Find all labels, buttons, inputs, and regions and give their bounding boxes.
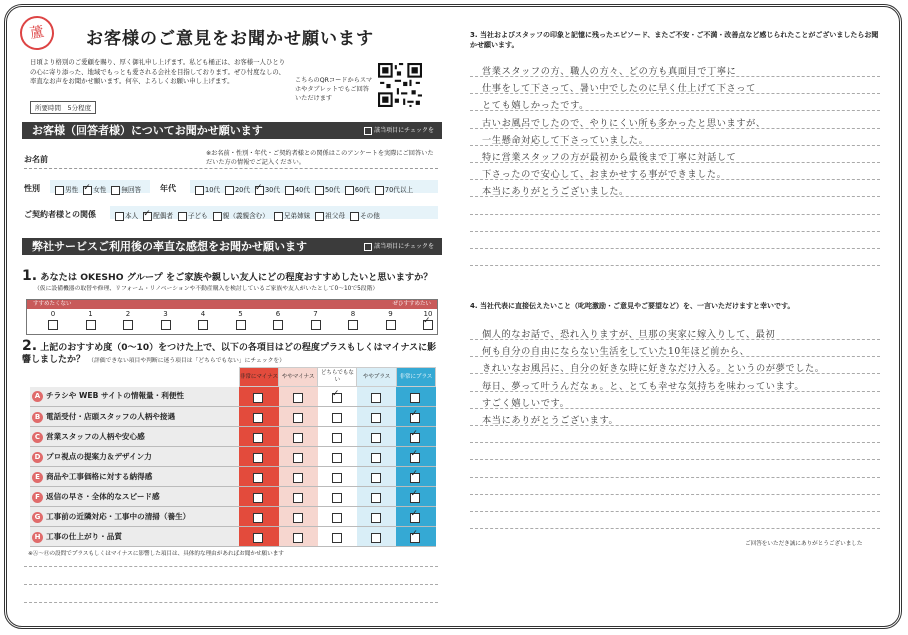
age-label: 年代 [160,184,176,193]
q2-column-header: どちらでもない [318,368,357,387]
q3-answer-line: 古いお風呂でしたので、やりにくい所も多かったと思いますが、 [482,117,766,129]
q2-item-text: 工事の仕上がり・品質 [46,531,122,541]
q2-rating-checkbox[interactable] [371,413,381,423]
q2-column-header: ややマイナス [279,368,318,387]
scale-number: 8 [350,310,356,318]
scale-left-label: すすめたくない [33,301,72,307]
q2-rating-cell[interactable] [279,447,318,467]
q2-rating-checkbox[interactable] [371,473,381,483]
age-option[interactable] [225,186,250,194]
q2-rating-checkbox[interactable] [332,513,342,523]
intro-text: 日頃より格別のご愛顧を賜り、厚く御礼申し上げます。私ども桶正は、お客様一人ひとりの心に寄り添った、地域でもっとも愛される会社を目指しております。ぜひ忖度なしの、率直なお声をお聞かせ願います。何卒、よろしくお願い申し上げます。 [30,58,286,85]
q2-item-label [30,447,239,467]
q2-rating-cell[interactable] [318,427,357,447]
section2-title: 弊社サービスご利用後の率直な感想をお聞かせ願います [32,240,307,253]
scale-checkbox[interactable] [423,320,433,330]
scale-option[interactable] [110,310,146,330]
check-note: 該当項目にチェックを [364,122,434,139]
write-line[interactable] [470,528,880,529]
scale-number: 0 [50,310,56,318]
write-line[interactable] [470,231,880,232]
section1-title: お客様（回答者様）についてお聞かせ願います [32,124,263,137]
seal-stamp: 蘆 [17,13,56,52]
thanks-text: ご回答をいただき誠にありがとうございました [745,541,863,547]
relation-option-label: 子ども [187,212,208,220]
relation-option-label: 兄弟姉妹 [283,212,311,220]
q2-item-label [30,387,239,407]
q2-rating-cell[interactable] [357,467,396,487]
letter-badge-icon: C [32,432,43,443]
scale-checkbox[interactable] [236,320,246,330]
q2-rating-checkbox[interactable] [332,493,342,503]
name-underline [24,168,438,169]
q2-rating-cell[interactable] [357,387,396,407]
age-checkbox[interactable] [315,186,324,195]
relation-option[interactable] [274,212,310,220]
scale-right-label: ぜひすすめたい [392,301,431,307]
q2-item-text: 営業スタッフの人柄や安心感 [46,431,145,441]
q2-rating-checkbox[interactable] [253,473,263,483]
relation-checkbox[interactable] [350,212,359,221]
q3-question: 3. 当社およびスタッフの印象と記憶に残ったエピソード、またご不安・ご不満・改善点など感じられたことがございましたらお聞かせ願います。 [470,31,879,49]
write-line[interactable] [470,248,880,249]
age-option-label: 50代 [324,186,340,194]
q2-item-text: 商品や工事価格に対する納得感 [46,471,153,481]
table-row [30,447,436,467]
scale-number: 9 [388,310,393,318]
q2-rating-checkbox[interactable] [410,413,420,423]
q2-rating-checkbox[interactable] [253,493,263,503]
q2-rating-checkbox[interactable] [332,433,342,443]
q2-item-text: 電話受付・店頭スタッフの人柄や接遇 [46,411,176,421]
q2-note: ※Ⓐ〜Ⓗの設問でプラスもしくはマイナスに影響した項目は、具体的な理由があればお聞かせ願います [28,551,284,557]
q2-rating-cell[interactable] [239,467,278,487]
q2-item-text: プロ視点の提案力＆デザイン力 [46,451,152,461]
q2-rating-cell[interactable] [239,527,278,547]
time-required-badge: 所要時間 5分程度 [30,101,96,114]
relation-checkbox[interactable] [143,212,152,221]
write-line[interactable] [470,477,880,478]
age-option[interactable] [375,186,413,194]
q2-body [30,387,436,547]
scale-option[interactable] [73,310,109,330]
relation-option[interactable] [178,212,208,220]
scale-checkbox[interactable] [273,320,283,330]
q2-column-header: ややプラス [357,368,396,387]
gender-checkbox[interactable] [55,186,64,195]
q2-rating-cell[interactable] [357,427,396,447]
q3-answer-line: 一生懸命対応して下さっていました。 [482,134,649,146]
q2-rating-cell[interactable] [318,467,357,487]
scale-number: 6 [275,310,281,318]
relation-checkbox[interactable] [274,212,283,221]
q2-rating-cell[interactable] [318,507,357,527]
checkbox-icon [364,243,372,251]
name-note: ※お名前・性別・年代・ご契約者様との関係はこのアンケートを実際にご回答いただいた方の情報でご記入ください。 [206,150,434,166]
age-checkbox[interactable] [225,186,234,195]
relation-checkbox[interactable] [115,212,124,221]
age-checkbox[interactable] [345,186,354,195]
q2-rating-cell[interactable] [318,527,357,547]
q3-answer-line: とても嬉しかったです。 [482,100,589,112]
relation-checkbox[interactable] [315,212,324,221]
q3-answer-line: 特に営業スタッフの方が最初から最後まで丁寧に対話して [482,152,737,163]
section2-header [22,238,442,255]
q2-rating-checkbox[interactable] [253,533,263,543]
scale-option[interactable] [148,310,184,330]
age-option[interactable] [315,186,340,194]
q2-rating-checkbox[interactable] [410,393,420,403]
scale-option[interactable] [410,310,446,330]
q1-subtext: （仮に設備機器の取替や修理、リフォーム・リノベーションや不動産購入を検討しているご家族や友人がいたとして0〜10で5段階） [34,286,379,292]
table-row [30,407,436,427]
q2-rating-checkbox[interactable] [410,453,420,463]
q2-header-row [30,368,436,387]
gender-option[interactable] [83,186,106,194]
q2-rating-cell[interactable] [318,447,357,467]
q2-rating-checkbox[interactable] [253,453,263,463]
letter-badge-icon: D [32,452,43,463]
q4-answer-line: 個人的なお話で、恐れ入りますが、旦那の実家に嫁入りして、最初 [482,329,776,340]
q4-question: 4. 当社代表に直接伝えたいこと（叱咤激励・ご意見やご要望など）を、一言いただけますと幸いです。 [470,302,795,310]
relation-options [110,206,438,219]
q2-rating-cell[interactable] [239,387,278,407]
scale-number: 10 [423,310,433,318]
q2-item-label [30,507,239,527]
table-row [30,507,436,527]
age-options [190,180,438,193]
gender-option-label: 女性 [93,186,107,194]
q2-rating-checkbox[interactable] [253,393,263,403]
write-line[interactable] [470,511,880,512]
gender-option[interactable] [111,186,141,194]
q2-rating-table [30,367,436,547]
q2-rating-cell[interactable] [396,407,435,427]
scale-option[interactable] [35,310,71,330]
q2-rating-checkbox[interactable] [293,513,303,523]
relation-checkbox[interactable] [213,212,222,221]
q2-rating-checkbox[interactable] [332,453,342,463]
q2-rating-cell[interactable] [279,507,318,527]
q2-rating-checkbox[interactable] [293,413,303,423]
write-line[interactable] [470,214,880,215]
check-note: 該当項目にチェックを [364,238,434,255]
q2-rating-checkbox[interactable] [253,513,263,523]
age-option-label: 60代 [354,186,370,194]
gender-option[interactable] [55,186,78,194]
relation-option-label: 本人 [125,212,139,220]
relation-option[interactable] [213,212,269,220]
q2-rating-cell[interactable] [318,387,357,407]
relation-checkbox[interactable] [178,212,187,221]
q3-answer-line: 下さったので安心して、おまかせする事ができました。 [482,169,727,181]
age-option[interactable] [345,186,370,194]
scale-number: 2 [125,310,131,318]
table-row [30,527,436,547]
q2-rating-checkbox[interactable] [410,493,420,503]
q2-item-label [30,427,239,447]
q3-answer-line: 営業スタッフの方、職人の方々、どの方も真面目で丁寧に [482,66,737,77]
write-line[interactable] [470,494,880,495]
relation-label: ご契約者様との関係 [24,210,96,219]
scale-option[interactable] [185,310,221,330]
letter-badge-icon: F [32,492,43,503]
q2-question: 2. 上記のおすすめ度（0〜10）をつけた上で、以下の各項目はどの程度プラスもしくはマイナスに影響しましたか？ （評価できない項目や判断に迷う項目は「どちらでもない」にチェックを） [22,338,437,365]
q2-rating-cell[interactable] [318,487,357,507]
gender-options [50,180,150,193]
write-line[interactable] [24,602,438,603]
q2-rating-checkbox[interactable] [410,533,420,543]
relation-option[interactable] [143,212,173,220]
q2-column-header: 非常にプラス [396,368,435,387]
letter-badge-icon: B [32,412,43,423]
relation-option-label: 親（義親含む） [222,212,269,220]
scale-checkbox[interactable] [86,320,96,330]
write-line[interactable] [470,265,880,266]
q2-item-label [30,407,239,427]
write-line[interactable] [470,442,880,443]
page-title: お客様のご意見をお聞かせ願います [86,29,374,49]
q2-rating-checkbox[interactable] [371,453,381,463]
relation-option-label: 祖父母 [325,212,346,220]
relation-option[interactable] [350,212,380,220]
scale-number: 7 [313,310,318,318]
scale-checkbox[interactable] [311,320,321,330]
q2-rating-checkbox[interactable] [332,533,342,543]
write-line[interactable] [470,459,880,460]
age-option-label: 70代以上 [384,186,414,194]
q2-rating-checkbox[interactable] [293,433,303,443]
q2-rating-cell[interactable] [357,407,396,427]
q2-rating-checkbox[interactable] [371,533,381,543]
q2-corner [30,368,239,387]
q2-item-text: 工事前の近隣対応・工事中の清掃（養生） [46,511,191,521]
letter-badge-icon: A [32,391,43,402]
q2-rating-cell[interactable] [239,407,278,427]
q2-rating-cell[interactable] [357,487,396,507]
scale-option[interactable] [260,310,296,330]
q2-rating-checkbox[interactable] [293,473,303,483]
q2-rating-cell[interactable] [396,487,435,507]
q2-rating-cell[interactable] [396,387,435,407]
age-option[interactable] [255,186,280,194]
q2-rating-checkbox[interactable] [410,473,420,483]
q2-rating-cell[interactable] [279,387,318,407]
q2-rating-checkbox[interactable] [253,413,263,423]
q2-rating-cell[interactable] [239,487,278,507]
q2-rating-cell[interactable] [239,447,278,467]
q2-rating-cell[interactable] [239,507,278,527]
q1-question: 1. あなたは OKESHO グループ をご家族や親しい友人にどの程度おすすめしたいと思いますか？ [22,268,433,284]
scale-checkbox[interactable] [48,320,58,330]
qr-code-icon[interactable] [378,63,422,107]
relation-option-label: 配偶者 [153,212,173,220]
age-option[interactable] [195,186,220,194]
scale-number: 4 [200,310,206,318]
scale-option[interactable] [335,310,371,330]
q2-rating-checkbox[interactable] [371,513,381,523]
q2-rating-cell[interactable] [279,427,318,447]
q2-rating-cell[interactable] [357,527,396,547]
q2-item-text: 返信の早さ・全体的なスピード感 [46,491,160,501]
q2-rating-cell[interactable] [279,407,318,427]
q4-answer-line: すごく嬉しいです。 [482,397,570,409]
relation-option[interactable] [115,212,138,220]
table-row [30,387,436,407]
name-field[interactable] [70,145,200,165]
q2-item-text: チラシや WEB サイトの情報量・利便性 [46,391,185,401]
age-checkbox[interactable] [195,186,204,195]
scale-checkbox[interactable] [348,320,358,330]
gender-checkbox[interactable] [83,186,92,195]
q2-rating-cell[interactable] [396,507,435,527]
age-option-label: 40代 [294,186,310,194]
scale-option[interactable] [298,310,334,330]
table-row [30,467,436,487]
gender-label: 性別 [24,184,40,193]
checkbox-icon [364,127,372,135]
q2-rating-checkbox[interactable] [332,473,342,483]
q2-column-header: 非常にマイナス [239,368,278,387]
scale-option[interactable] [373,310,409,330]
q2-item-label [30,487,239,507]
q2-rating-checkbox[interactable] [410,513,420,523]
scale-checkbox[interactable] [123,320,133,330]
scale-number: 1 [88,310,93,318]
section1-header [22,122,442,139]
write-line[interactable] [24,584,438,585]
q2-rating-checkbox[interactable] [410,433,420,443]
q2-item-label [30,527,239,547]
q2-rating-cell[interactable] [357,507,396,527]
q3-answer-line: 仕事をして下さって、暑い中でしたのに早く仕上げて下さって [482,83,756,95]
table-row [30,427,436,447]
age-checkbox[interactable] [375,186,384,195]
q2-rating-cell[interactable] [396,427,435,447]
scale-option[interactable] [223,310,259,330]
q4-answer-line: きれいなお風呂に、自分の好きな時に好きなだけ入る。というのが夢でした。 [482,363,825,375]
letter-badge-icon: G [32,512,43,523]
q4-answer-line: 何も自分の自由にならない生活をしていた10年ほど前から、 [482,346,750,358]
q2-rating-checkbox[interactable] [371,493,381,503]
q2-rating-cell[interactable] [279,487,318,507]
q2-rating-cell[interactable] [396,467,435,487]
q2-rating-checkbox[interactable] [293,393,303,403]
gender-option-label: 男性 [65,186,79,194]
q2-rating-checkbox[interactable] [332,413,342,423]
q2-rating-cell[interactable] [279,527,318,547]
q2-rating-cell[interactable] [396,527,435,547]
age-checkbox[interactable] [255,186,264,195]
name-label: お名前 [24,155,48,164]
q2-rating-checkbox[interactable] [293,493,303,503]
letter-badge-icon: E [32,472,43,483]
scale-number: 5 [238,310,243,318]
q2-rating-checkbox[interactable] [293,453,303,463]
write-line[interactable] [24,566,438,567]
q2-rating-cell[interactable] [239,427,278,447]
relation-option-label: その他 [360,212,380,220]
age-option-label: 30代 [264,186,280,194]
qr-instruction: こちらのQRコードからスマホやタブレットでもご回答いただけます [295,77,373,102]
q2-rating-checkbox[interactable] [253,433,263,443]
scale-checkbox[interactable] [161,320,171,330]
recommend-scale [26,299,438,335]
q2-rating-cell[interactable] [357,447,396,467]
q2-item-label [30,467,239,487]
gender-checkbox[interactable] [111,186,120,195]
q4-answer-line: 本当にありがとうございます。 [482,415,619,426]
age-option-label: 20代 [234,186,250,194]
q2-rating-checkbox[interactable] [332,393,342,403]
table-row [30,487,436,507]
age-checkbox[interactable] [285,186,294,195]
scale-checkbox[interactable] [386,320,396,330]
q4-answer-line: 毎日、夢って叶うんだなぁ。と、とても幸せな気持ちを味わっています。 [482,380,805,392]
q2-rating-checkbox[interactable] [293,533,303,543]
scale-number: 3 [163,310,168,318]
gender-option-label: 無回答 [121,186,142,194]
scale-header [27,300,437,309]
relation-option[interactable] [315,212,345,220]
q2-rating-cell[interactable] [318,407,357,427]
letter-badge-icon: H [32,532,43,543]
q2-rating-cell[interactable] [279,467,318,487]
scale-checkbox[interactable] [198,320,208,330]
q2-rating-checkbox[interactable] [371,433,381,443]
age-option-label: 10代 [205,186,220,194]
age-option[interactable] [285,186,310,194]
q2-rating-checkbox[interactable] [371,393,381,403]
q2-rating-cell[interactable] [396,447,435,467]
q3-answer-line: 本当にありがとうございました。 [482,186,629,198]
